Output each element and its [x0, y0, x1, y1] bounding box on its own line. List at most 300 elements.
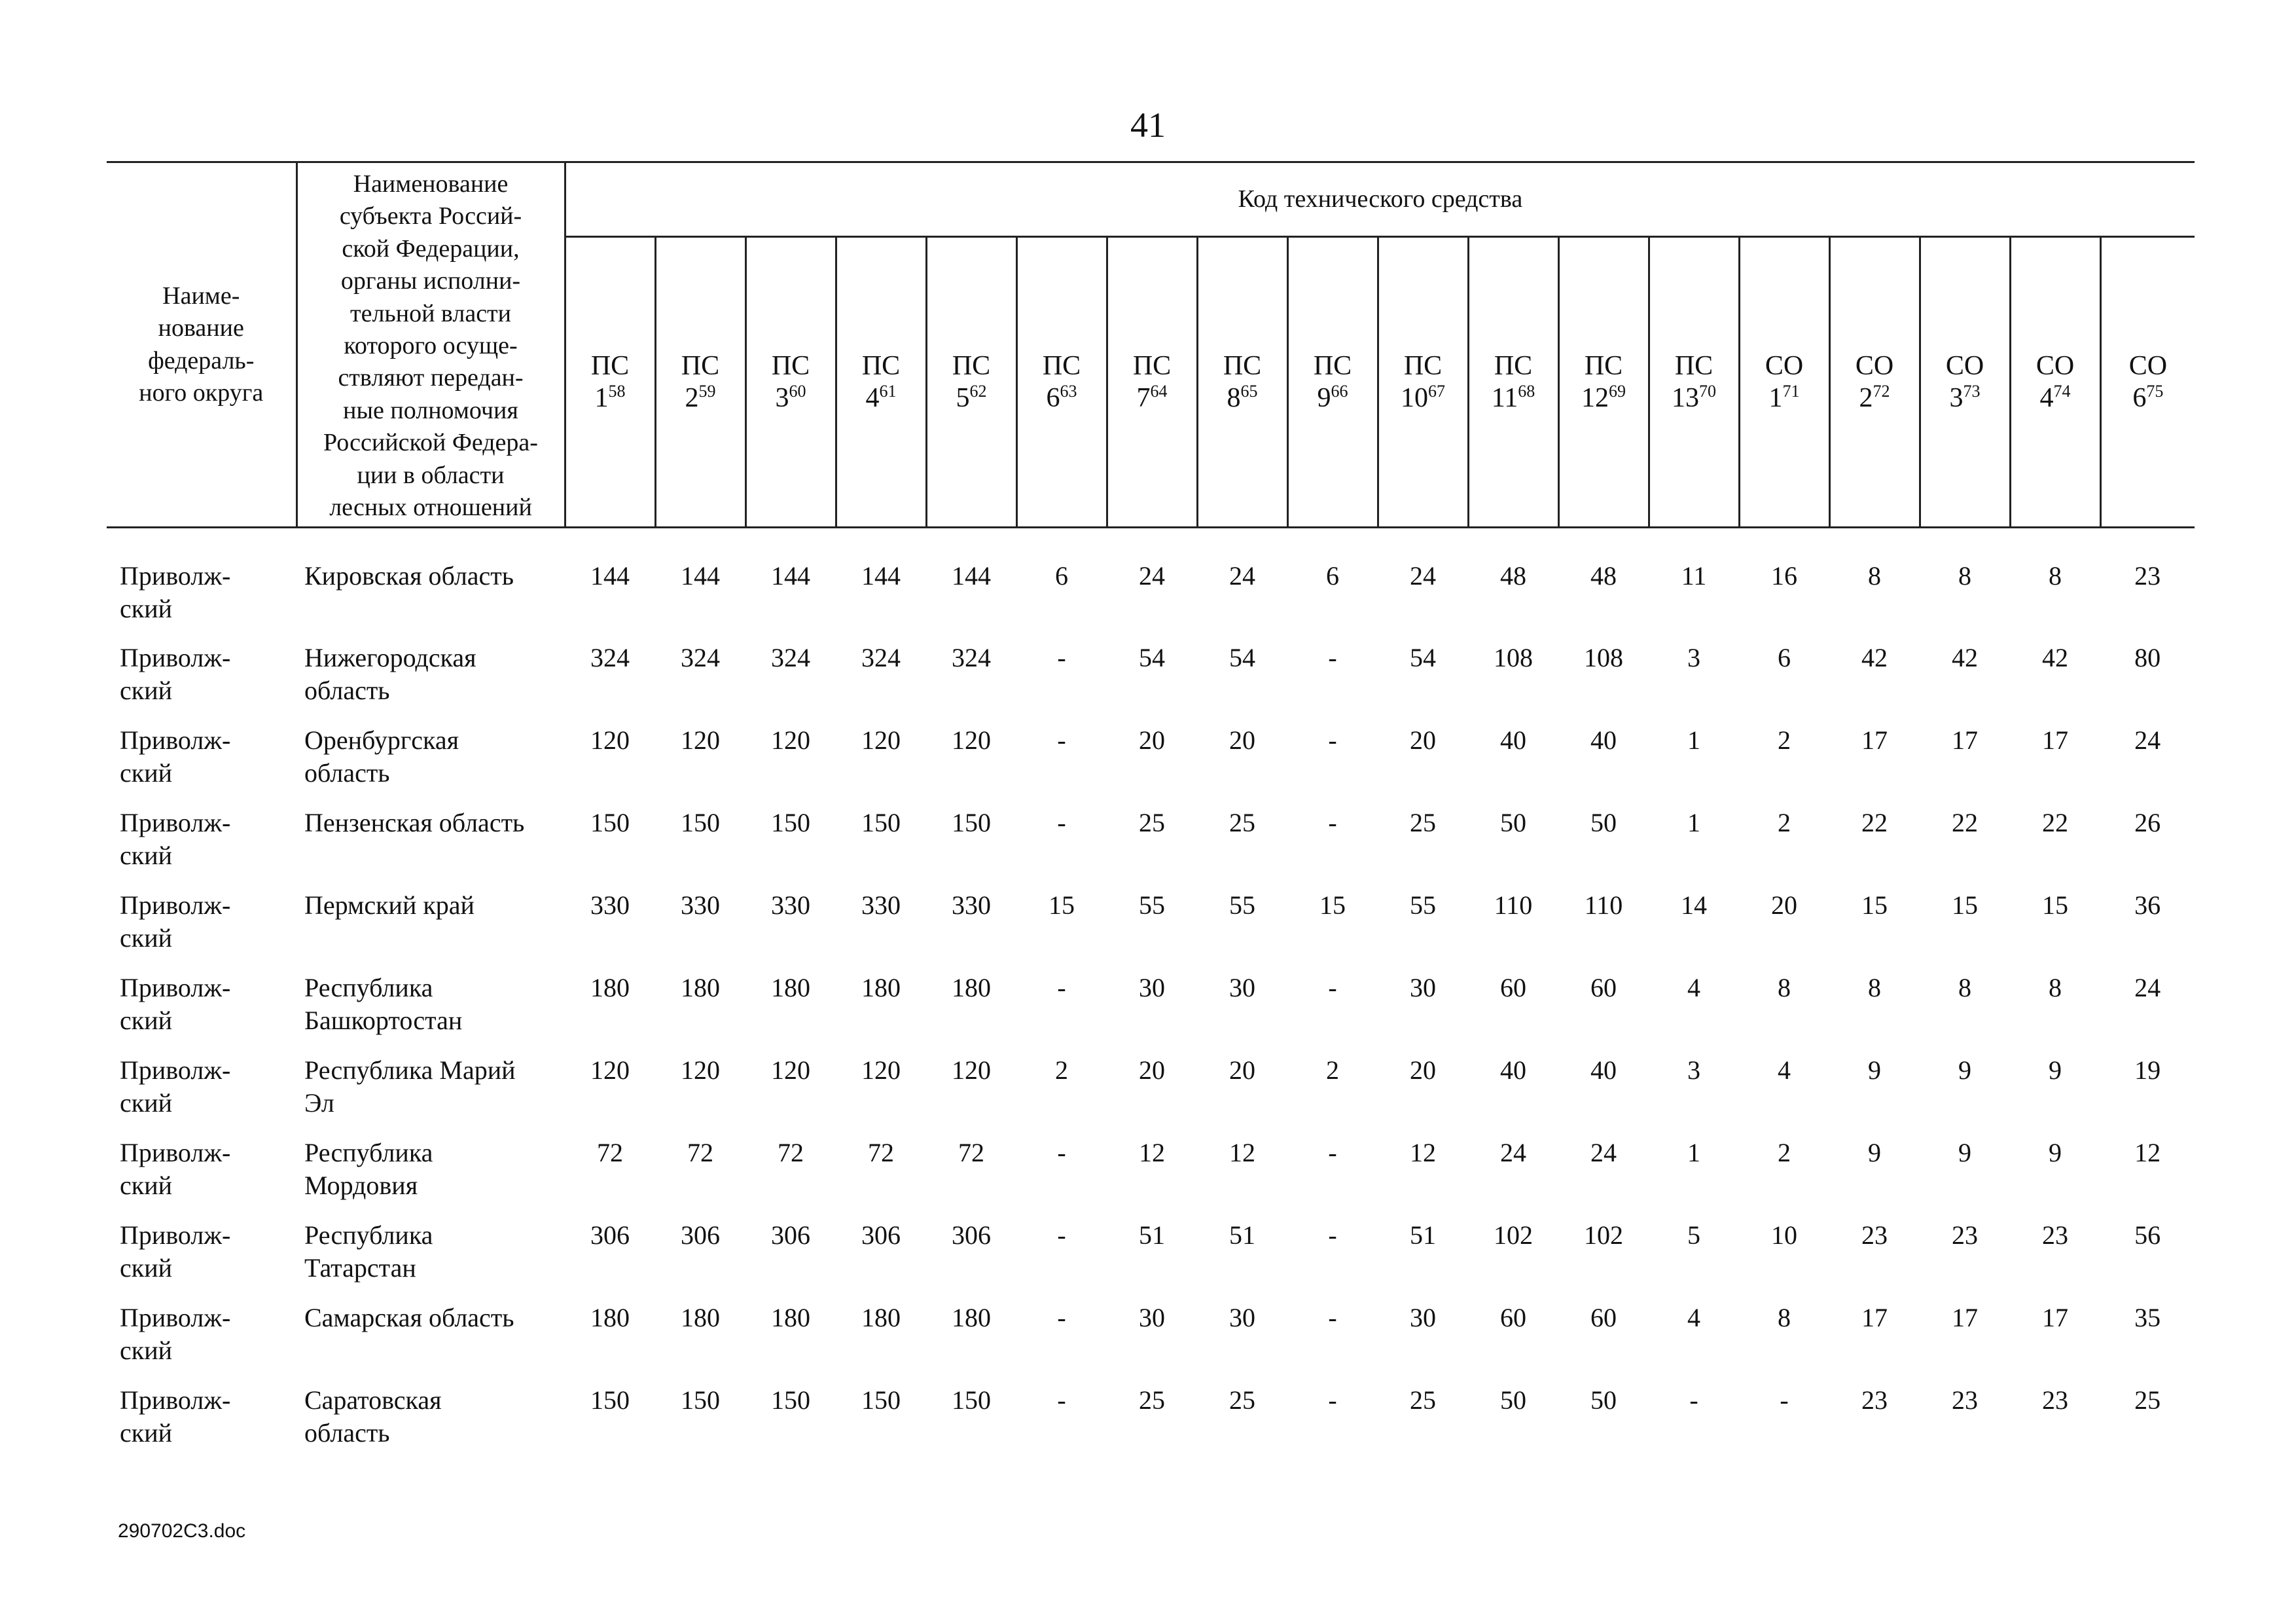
- header-subject-text: Наименование субъекта Россий- ской Федерации, органы исполни- тельной власти которого осуще- ствляют передан- ные полномочия Российской Федера- ции в области лесных отношений: [323, 170, 538, 521]
- cell-value: 60: [1500, 1302, 1526, 1332]
- cell-value: 11: [1681, 561, 1707, 591]
- cell-value: 36: [2134, 890, 2161, 920]
- cell-value: -: [1057, 1220, 1066, 1250]
- cell-value: 40: [1500, 725, 1526, 755]
- cell-value: 306: [771, 1220, 810, 1250]
- code-number: 3: [1949, 382, 1964, 413]
- cell-subject: Пензенская область: [304, 807, 525, 837]
- cell-value: 25: [1229, 807, 1255, 837]
- cell-value: 55: [1139, 890, 1165, 920]
- code-footnote-ref: 62: [969, 381, 987, 401]
- table-row: [107, 1054, 2195, 1137]
- header-code-16: [1920, 236, 2010, 527]
- cell-value: 144: [590, 561, 630, 591]
- cell-value: 25: [1229, 1385, 1255, 1415]
- cell-value: 8: [2049, 561, 2062, 591]
- cell-value: 42: [1861, 642, 1888, 672]
- code-label: ПС: [1132, 351, 1172, 382]
- code-label: ПС: [771, 351, 810, 382]
- cell-value: 150: [590, 1385, 630, 1415]
- cell-value: 25: [1139, 1385, 1165, 1415]
- header-code-3: [745, 236, 836, 527]
- cell-value: 50: [1590, 807, 1617, 837]
- cell-federal-okrug: Приволж- ский: [120, 561, 231, 624]
- cell-value: 150: [952, 807, 991, 837]
- equipment-table: [107, 161, 2195, 1467]
- cell-value: 15: [1861, 890, 1888, 920]
- code-label: ПС: [952, 351, 991, 382]
- cell-value: 324: [771, 642, 810, 672]
- code-label: ПС: [1223, 351, 1262, 382]
- header-federal-okrug: [107, 162, 296, 528]
- cell-value: 9: [1868, 1137, 1881, 1167]
- cell-value: 120: [590, 1055, 630, 1085]
- cell-value: 40: [1590, 1055, 1617, 1085]
- cell-federal-okrug: Приволж- ский: [120, 725, 231, 788]
- code-number: 4: [2039, 382, 2054, 413]
- cell-value: 330: [861, 890, 901, 920]
- cell-value: 1: [1687, 1137, 1700, 1167]
- cell-value: 20: [1410, 725, 1436, 755]
- cell-value: 120: [681, 725, 720, 755]
- table-header: [107, 162, 2195, 528]
- header-code-14: [1739, 236, 1829, 527]
- cell-value: -: [1057, 807, 1066, 837]
- header-code-13: [1649, 236, 1739, 527]
- table-row: [107, 1384, 2195, 1467]
- cell-value: 150: [771, 807, 810, 837]
- cell-value: 56: [2134, 1220, 2161, 1250]
- cell-value: 8: [1958, 561, 1971, 591]
- cell-value: 23: [1952, 1220, 1978, 1250]
- cell-value: -: [1328, 1302, 1337, 1332]
- cell-value: -: [1328, 725, 1337, 755]
- cell-value: 24: [1139, 561, 1165, 591]
- header-code-7: [1107, 236, 1197, 527]
- cell-value: -: [1057, 1385, 1066, 1415]
- header-code-6: [1016, 236, 1107, 527]
- cell-value: 110: [1584, 890, 1623, 920]
- cell-value: 120: [861, 725, 901, 755]
- cell-value: 17: [2042, 1302, 2068, 1332]
- cell-value: 150: [952, 1385, 991, 1415]
- code-label: ПС: [590, 351, 630, 382]
- cell-value: 120: [952, 725, 991, 755]
- cell-value: 144: [681, 561, 720, 591]
- code-label: СО: [1945, 351, 1984, 382]
- cell-value: 20: [1229, 725, 1255, 755]
- cell-value: 8: [2049, 972, 2062, 1002]
- header-code-2: [655, 236, 745, 527]
- cell-value: 180: [590, 972, 630, 1002]
- cell-value: 180: [771, 1302, 810, 1332]
- cell-value: 3: [1687, 642, 1700, 672]
- code-number: 7: [1136, 382, 1151, 413]
- cell-subject: Оренбургская область: [304, 725, 459, 788]
- cell-value: 330: [952, 890, 991, 920]
- cell-value: -: [1057, 725, 1066, 755]
- cell-subject: Республика Мордовия: [304, 1137, 433, 1200]
- cell-value: -: [1057, 1137, 1066, 1167]
- cell-value: 5: [1687, 1220, 1700, 1250]
- cell-value: 72: [597, 1137, 623, 1167]
- cell-value: 72: [778, 1137, 804, 1167]
- code-label: ПС: [1042, 351, 1081, 382]
- header-code-8: [1197, 236, 1287, 527]
- cell-value: 40: [1590, 725, 1617, 755]
- code-number: 1: [594, 382, 609, 413]
- cell-value: 20: [1771, 890, 1797, 920]
- cell-value: 14: [1681, 890, 1707, 920]
- header-code-18: [2100, 236, 2195, 527]
- cell-value: 120: [952, 1055, 991, 1085]
- cell-value: 6: [1055, 561, 1068, 591]
- cell-value: 17: [1952, 1302, 1978, 1332]
- cell-value: 24: [1229, 561, 1255, 591]
- cell-value: 72: [958, 1137, 984, 1167]
- code-label: ПС: [681, 351, 720, 382]
- code-number: 6: [1046, 382, 1060, 413]
- header-federal-okrug-text: Наиме- нование федераль- ного округа: [139, 282, 264, 407]
- code-label: ПС: [1403, 351, 1443, 382]
- cell-federal-okrug: Приволж- ский: [120, 1385, 231, 1448]
- cell-subject: Кировская область: [304, 561, 514, 591]
- cell-value: 24: [2134, 725, 2161, 755]
- header-code-11: [1468, 236, 1558, 527]
- code-label: СО: [2036, 351, 2075, 382]
- cell-value: 22: [1952, 807, 1978, 837]
- cell-value: 55: [1229, 890, 1255, 920]
- cell-value: 12: [1229, 1137, 1255, 1167]
- cell-value: 51: [1229, 1220, 1255, 1250]
- cell-value: 22: [1861, 807, 1888, 837]
- cell-value: 2: [1326, 1055, 1339, 1085]
- code-footnote-ref: 69: [1609, 381, 1626, 401]
- cell-value: 15: [2042, 890, 2068, 920]
- cell-value: 150: [771, 1385, 810, 1415]
- code-footnote-ref: 72: [1873, 381, 1890, 401]
- cell-value: 306: [952, 1220, 991, 1250]
- cell-value: 16: [1771, 561, 1797, 591]
- cell-value: 180: [681, 1302, 720, 1332]
- cell-value: 306: [590, 1220, 630, 1250]
- cell-value: 120: [771, 725, 810, 755]
- page-number: 41: [1130, 105, 1166, 145]
- cell-value: 180: [861, 972, 901, 1002]
- cell-value: 2: [1778, 1137, 1791, 1167]
- cell-value: 50: [1500, 807, 1526, 837]
- header-code-group: Код технического средства: [565, 162, 2195, 237]
- cell-value: 25: [1139, 807, 1165, 837]
- cell-value: 54: [1139, 642, 1165, 672]
- code-footnote-ref: 67: [1428, 381, 1445, 401]
- code-footnote-ref: 61: [879, 381, 897, 401]
- cell-value: 42: [2042, 642, 2068, 672]
- code-footnote-ref: 58: [608, 381, 626, 401]
- code-number: 11: [1491, 382, 1518, 413]
- table-row: [107, 1137, 2195, 1219]
- code-number: 2: [1859, 382, 1873, 413]
- cell-value: 150: [861, 1385, 901, 1415]
- cell-value: 120: [681, 1055, 720, 1085]
- cell-value: 55: [1410, 890, 1436, 920]
- cell-value: 15: [1319, 890, 1346, 920]
- header-code-10: [1378, 236, 1468, 527]
- table-row: [107, 528, 2195, 642]
- code-footnote-ref: 66: [1331, 381, 1348, 401]
- code-footnote-ref: 71: [1782, 381, 1800, 401]
- cell-value: 17: [1861, 725, 1888, 755]
- cell-value: -: [1689, 1385, 1698, 1415]
- table-row: [107, 642, 2195, 724]
- cell-value: 180: [952, 1302, 991, 1332]
- cell-value: 23: [2042, 1220, 2068, 1250]
- table-row: [107, 724, 2195, 807]
- cell-federal-okrug: Приволж- ский: [120, 890, 231, 953]
- cell-value: 2: [1778, 725, 1791, 755]
- code-footnote-ref: 60: [789, 381, 806, 401]
- cell-value: 150: [681, 1385, 720, 1415]
- cell-value: 12: [1410, 1137, 1436, 1167]
- cell-value: 6: [1778, 642, 1791, 672]
- cell-value: 150: [590, 807, 630, 837]
- cell-value: 1: [1687, 725, 1700, 755]
- cell-value: 180: [771, 972, 810, 1002]
- cell-value: 9: [1868, 1055, 1881, 1085]
- cell-value: 324: [681, 642, 720, 672]
- cell-value: 60: [1590, 1302, 1617, 1332]
- cell-value: 180: [861, 1302, 901, 1332]
- cell-value: 144: [771, 561, 810, 591]
- code-number: 10: [1401, 382, 1428, 413]
- cell-value: 60: [1500, 972, 1526, 1002]
- code-number: 12: [1581, 382, 1609, 413]
- table-row: [107, 1302, 2195, 1384]
- cell-value: 23: [1952, 1385, 1978, 1415]
- cell-subject: Республика Татарстан: [304, 1220, 433, 1283]
- code-number: 2: [685, 382, 699, 413]
- cell-federal-okrug: Приволж- ский: [120, 1220, 231, 1283]
- cell-value: 25: [1410, 1385, 1436, 1415]
- code-number: 3: [775, 382, 789, 413]
- cell-value: 4: [1687, 972, 1700, 1002]
- cell-value: 9: [1958, 1137, 1971, 1167]
- cell-value: 40: [1500, 1055, 1526, 1085]
- cell-subject: Пермский край: [304, 890, 475, 920]
- cell-value: 8: [1778, 1302, 1791, 1332]
- cell-value: 330: [681, 890, 720, 920]
- code-label: ПС: [1674, 351, 1713, 382]
- cell-value: 8: [1868, 972, 1881, 1002]
- cell-value: 51: [1410, 1220, 1436, 1250]
- cell-value: -: [1328, 1220, 1337, 1250]
- code-footnote-ref: 74: [2053, 381, 2071, 401]
- cell-value: 25: [2134, 1385, 2161, 1415]
- cell-value: 4: [1687, 1302, 1700, 1332]
- cell-value: 51: [1139, 1220, 1165, 1250]
- cell-value: 23: [2042, 1385, 2068, 1415]
- cell-value: 23: [1861, 1385, 1888, 1415]
- table-row: [107, 1219, 2195, 1302]
- cell-value: 2: [1778, 807, 1791, 837]
- table-row: [107, 889, 2195, 972]
- cell-value: 3: [1687, 1055, 1700, 1085]
- cell-subject: Республика Марий Эл: [304, 1055, 516, 1118]
- cell-value: 50: [1500, 1385, 1526, 1415]
- code-number: 5: [956, 382, 970, 413]
- cell-value: 330: [771, 890, 810, 920]
- code-footnote-ref: 65: [1240, 381, 1258, 401]
- header-subject: [296, 162, 565, 528]
- cell-value: 19: [2134, 1055, 2161, 1085]
- cell-value: 108: [1584, 642, 1623, 672]
- cell-value: 8: [1868, 561, 1881, 591]
- cell-value: 6: [1326, 561, 1339, 591]
- code-number: 4: [865, 382, 880, 413]
- code-footnote-ref: 64: [1150, 381, 1168, 401]
- cell-value: 24: [2134, 972, 2161, 1002]
- cell-value: 8: [1778, 972, 1791, 1002]
- cell-value: -: [1328, 1137, 1337, 1167]
- cell-value: 72: [868, 1137, 894, 1167]
- code-footnote-ref: 70: [1699, 381, 1716, 401]
- code-footnote-ref: 63: [1060, 381, 1077, 401]
- cell-value: 110: [1494, 890, 1533, 920]
- cell-value: 120: [771, 1055, 810, 1085]
- cell-value: 72: [687, 1137, 713, 1167]
- cell-value: -: [1328, 1385, 1337, 1415]
- cell-value: 330: [590, 890, 630, 920]
- cell-value: 8: [1958, 972, 1971, 1002]
- code-label: ПС: [1584, 351, 1623, 382]
- cell-subject: Республика Башкортостан: [304, 972, 463, 1035]
- code-number: 8: [1227, 382, 1241, 413]
- cell-value: 15: [1049, 890, 1075, 920]
- code-footnote-ref: 73: [1963, 381, 1981, 401]
- cell-value: 4: [1778, 1055, 1791, 1085]
- cell-value: 24: [1410, 561, 1436, 591]
- cell-value: -: [1057, 972, 1066, 1002]
- cell-value: 144: [952, 561, 991, 591]
- cell-value: 24: [1500, 1137, 1526, 1167]
- code-label: СО: [1765, 351, 1804, 382]
- cell-value: 30: [1410, 972, 1436, 1002]
- cell-federal-okrug: Приволж- ский: [120, 642, 231, 705]
- code-footnote-ref: 68: [1518, 381, 1535, 401]
- cell-federal-okrug: Приволж- ский: [120, 1302, 231, 1365]
- code-number: 13: [1672, 382, 1699, 413]
- code-number: 9: [1317, 382, 1331, 413]
- cell-value: -: [1328, 972, 1337, 1002]
- header-code-9: [1287, 236, 1378, 527]
- header-code-5: [926, 236, 1016, 527]
- cell-value: 54: [1229, 642, 1255, 672]
- cell-value: 17: [2042, 725, 2068, 755]
- cell-value: -: [1057, 642, 1066, 672]
- cell-value: 30: [1229, 1302, 1255, 1332]
- code-footnote-ref: 75: [2146, 381, 2164, 401]
- table-body: [107, 528, 2195, 1467]
- cell-value: 20: [1139, 1055, 1165, 1085]
- cell-value: 9: [2049, 1137, 2062, 1167]
- code-label: ПС: [1494, 351, 1533, 382]
- cell-value: -: [1328, 807, 1337, 837]
- code-label: СО: [1855, 351, 1894, 382]
- cell-value: 22: [2042, 807, 2068, 837]
- header-code-15: [1829, 236, 1920, 527]
- code-number: 6: [2132, 382, 2147, 413]
- code-label: ПС: [861, 351, 901, 382]
- cell-subject: Нижегородская область: [304, 642, 476, 705]
- cell-value: 35: [2134, 1302, 2161, 1332]
- cell-value: 306: [861, 1220, 901, 1250]
- cell-value: 120: [590, 725, 630, 755]
- cell-value: 60: [1590, 972, 1617, 1002]
- cell-value: 17: [1952, 725, 1978, 755]
- cell-value: 108: [1494, 642, 1533, 672]
- cell-value: 120: [861, 1055, 901, 1085]
- code-footnote-ref: 59: [698, 381, 716, 401]
- cell-value: 48: [1590, 561, 1617, 591]
- cell-value: -: [1780, 1385, 1789, 1415]
- cell-value: 102: [1584, 1220, 1623, 1250]
- cell-value: 30: [1410, 1302, 1436, 1332]
- header-code-17: [2010, 236, 2100, 527]
- cell-value: 150: [861, 807, 901, 837]
- cell-value: 324: [952, 642, 991, 672]
- cell-value: 17: [1861, 1302, 1888, 1332]
- table-row: [107, 972, 2195, 1054]
- cell-value: 9: [1958, 1055, 1971, 1085]
- cell-federal-okrug: Приволж- ский: [120, 1137, 231, 1200]
- cell-value: 144: [861, 561, 901, 591]
- cell-value: 324: [861, 642, 901, 672]
- code-label: ПС: [1313, 351, 1352, 382]
- cell-value: 25: [1410, 807, 1436, 837]
- cell-value: 80: [2134, 642, 2161, 672]
- cell-value: 20: [1410, 1055, 1436, 1085]
- cell-value: 15: [1952, 890, 1978, 920]
- cell-value: 23: [2134, 561, 2161, 591]
- header-code-4: [836, 236, 926, 527]
- cell-value: 54: [1410, 642, 1436, 672]
- cell-value: 30: [1139, 972, 1165, 1002]
- cell-value: 150: [681, 807, 720, 837]
- cell-value: 20: [1229, 1055, 1255, 1085]
- cell-value: 20: [1139, 725, 1165, 755]
- cell-value: 324: [590, 642, 630, 672]
- cell-value: 306: [681, 1220, 720, 1250]
- cell-value: 180: [681, 972, 720, 1002]
- header-code-12: [1558, 236, 1649, 527]
- cell-value: 23: [1861, 1220, 1888, 1250]
- cell-federal-okrug: Приволж- ский: [120, 1055, 231, 1118]
- cell-value: 12: [2134, 1137, 2161, 1167]
- header-code-1: [565, 236, 655, 527]
- cell-value: 30: [1139, 1302, 1165, 1332]
- cell-value: 10: [1771, 1220, 1797, 1250]
- cell-value: 30: [1229, 972, 1255, 1002]
- cell-value: 180: [590, 1302, 630, 1332]
- cell-value: 26: [2134, 807, 2161, 837]
- cell-value: 48: [1500, 561, 1526, 591]
- cell-value: 102: [1494, 1220, 1533, 1250]
- cell-subject: Саратовская область: [304, 1385, 442, 1448]
- cell-value: 50: [1590, 1385, 1617, 1415]
- document-filename: 290702С3.doc: [118, 1520, 246, 1542]
- code-number: 1: [1768, 382, 1783, 413]
- cell-value: 9: [2049, 1055, 2062, 1085]
